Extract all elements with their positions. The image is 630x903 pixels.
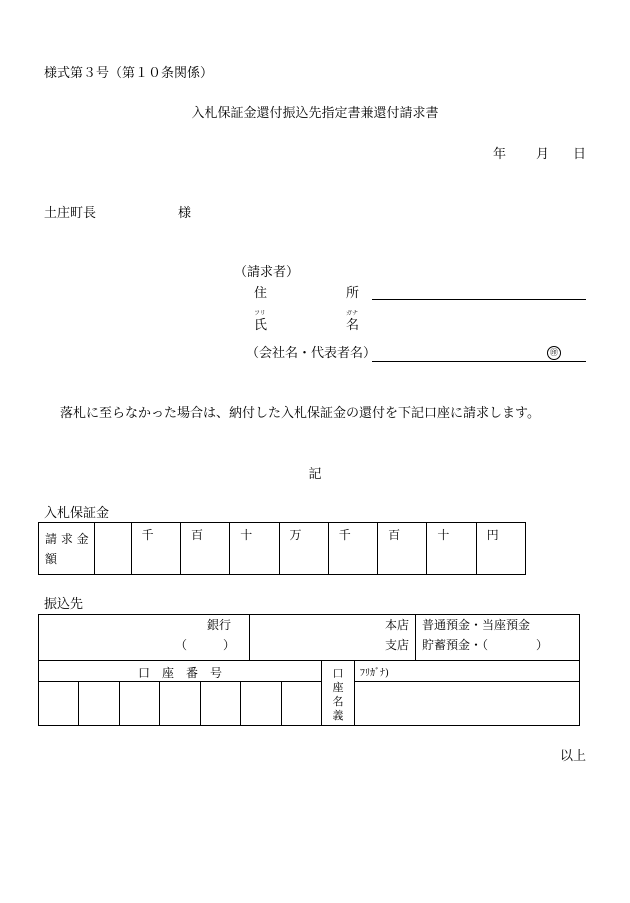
ki-heading: 記 <box>308 467 322 482</box>
address-line[interactable] <box>372 299 586 300</box>
addressee-office: 土庄町長 <box>44 206 97 221</box>
body-text: 落札に至らなかった場合は、納付した入札保証金の還付を下記口座に請求します。 <box>60 406 540 421</box>
account-number-label: 口 座 番 号 <box>39 661 322 682</box>
address-label-2: 所 <box>346 286 360 301</box>
unit-cell[interactable]: 十 <box>230 523 279 575</box>
account-table <box>38 660 580 726</box>
branch-label: 支店 <box>384 638 409 652</box>
unit-cell[interactable]: 千 <box>131 523 180 575</box>
addressee-honorific: 様 <box>178 206 192 221</box>
bank-paren: （ ） <box>174 638 235 652</box>
branch-cell[interactable] <box>250 615 416 661</box>
company-line[interactable] <box>372 361 586 362</box>
account-types-1: 普通預金・当座預金 <box>422 618 531 632</box>
name-label-2: 名 <box>346 318 360 333</box>
account-holder-name-cell[interactable] <box>355 682 580 726</box>
account-type-cell[interactable] <box>416 615 580 661</box>
account-types-2: 貯蓄預金・（ ） <box>422 638 549 652</box>
deposit-table <box>38 522 526 575</box>
claimant-heading: （請求者） <box>234 265 300 280</box>
date-year: 年 <box>493 147 507 162</box>
amount-label: 請 求 金 額 <box>39 523 95 575</box>
date-day: 日 <box>573 147 587 162</box>
date-month: 月 <box>536 147 550 162</box>
deposit-heading: 入札保証金 <box>44 506 110 521</box>
account-digit-cell[interactable] <box>119 682 159 726</box>
bank-label: 銀行 <box>206 618 231 632</box>
unit-cell[interactable]: 千 <box>328 523 377 575</box>
unit-cell[interactable]: 円 <box>476 523 525 575</box>
account-digit-cell[interactable] <box>79 682 119 726</box>
account-digit-cell[interactable] <box>200 682 240 726</box>
furigana-cell[interactable]: ﾌﾘｶﾞﾅ) <box>355 661 580 682</box>
unit-cell[interactable]: 万 <box>279 523 328 575</box>
amount-digit-cell[interactable] <box>95 523 132 575</box>
account-digit-cell[interactable] <box>39 682 79 726</box>
document-title: 入札保証金還付振込先指定書兼還付請求書 <box>191 106 439 121</box>
closing-text: 以上 <box>560 749 587 764</box>
seal-mark: ㊞ <box>547 346 561 360</box>
unit-cell[interactable]: 百 <box>180 523 229 575</box>
account-digit-cell[interactable] <box>241 682 281 726</box>
account-digit-cell[interactable] <box>281 682 321 726</box>
address-label-1: 住 <box>254 286 268 301</box>
main-branch-label: 本店 <box>384 618 409 632</box>
company-label: （会社名・代表者名） <box>246 346 377 361</box>
name-ruby-1: フリ <box>254 310 266 317</box>
account-digit-cell[interactable] <box>160 682 200 726</box>
bank-name-cell[interactable] <box>39 615 250 661</box>
bank-table <box>38 614 580 661</box>
name-ruby-2: ガナ <box>346 310 359 317</box>
transfer-heading: 振込先 <box>44 597 84 612</box>
form-number: 様式第３号（第１０条関係） <box>44 66 214 81</box>
unit-cell[interactable]: 百 <box>378 523 427 575</box>
unit-cell[interactable]: 十 <box>427 523 476 575</box>
name-label-1: 氏 <box>254 318 268 333</box>
account-holder-label: 口座名義 <box>322 661 355 726</box>
